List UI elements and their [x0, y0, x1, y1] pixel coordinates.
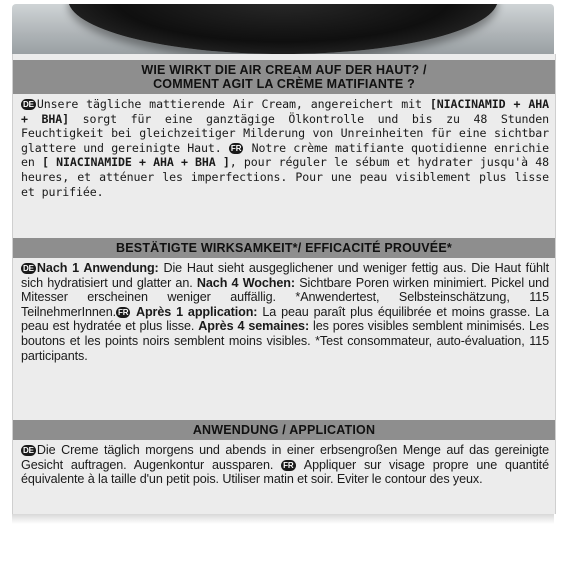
- section-header: [13, 60, 555, 94]
- fr-text: Appliquer sur visage propre une quantité équivalente à la taille d'un petit pois. Utiliser matin et soir. Eviter le contour des yeux.: [21, 457, 549, 487]
- de-text: Unsere tägliche mattierende Air Cream, angereichert mit: [36, 97, 430, 111]
- section-body: [13, 258, 555, 363]
- section-body: [13, 440, 555, 487]
- fr-flag-badge: FR: [230, 143, 242, 153]
- section-proven-efficacy: [13, 238, 555, 363]
- de-text: Die Haut sieht ausgeglichener und weniger fettig aus. Die Haut fühlt sich hydratisiert und glatter an.: [21, 261, 549, 290]
- header-line-2: COMMENT AGIT LA CRÈME MATIFIANTE ?: [153, 77, 415, 91]
- fr-text: Notre crème matifiante quotidienne enrichie en: [21, 140, 549, 170]
- fr-flag-badge: FR: [118, 307, 129, 317]
- de-flag-badge: DE: [23, 446, 34, 455]
- section-header: BESTÄTIGTE WIRKSAMKEIT*/ EFFICACITÉ PROUVÉE*: [13, 238, 555, 258]
- fr-flag-badge: FR: [283, 460, 294, 470]
- fr-text: les pores visibles semblent minimisés. Les boutons et les points noirs semblent moins visibles. *Test consommateur, auto-évaluation, 115 participants.: [21, 319, 549, 363]
- de-flag-badge: DE: [23, 264, 34, 273]
- section-how-it-works: [13, 60, 555, 199]
- fr-bold-label: Après 4 semaines:: [198, 319, 310, 334]
- de-bold-label: Nach 4 Wochen:: [196, 275, 295, 290]
- section-header: ANWENDUNG / APPLICATION: [13, 420, 555, 440]
- fr-text: , pour réguler le sébum et hydrater jusqu'à 48 heures, et atténuer les imperfections. Pour une peau visiblement plus lisse et purifiée.: [21, 155, 550, 199]
- product-label: [12, 54, 556, 514]
- fr-ingredients: [ NIACINAMIDE + AHA + BHA ]: [41, 155, 230, 170]
- fr-bold-label: Après 1 application:: [131, 304, 258, 319]
- de-ingredients: [NIACINAMID + AHA + BHA]: [21, 97, 549, 126]
- de-text: sorgt für eine ganztägige Ölkontrolle und bis zu 48 Stunden Feuchtigkeit bei gleichzeitiger Milderung von Unreinheiten für eine sichtbar glattere und gereinigte Haut.: [21, 111, 549, 155]
- jar-bottom-edge: [12, 514, 554, 524]
- de-text: Sichtbare Poren wirken minimiert. Pickel und Mitesser erscheinen weniger auffällig. *Anwendertest, Selbsteinschätzung, 115 TeilnehmerInnen.: [21, 275, 549, 319]
- section-body: [13, 94, 555, 199]
- de-bold-label: Nach 1 Anwendung:: [36, 261, 159, 275]
- de-text: Die Creme täglich morgens und abends in einer erbsengroßen Menge auf das gereinigte Gesicht auftragen. Augenkontur aussparen.: [21, 443, 549, 472]
- jar-lid: [68, 4, 498, 54]
- header-line-1: WIE WIRKT DIE AIR CREAM AUF DER HAUT? /: [141, 63, 427, 77]
- de-flag-badge: DE: [23, 100, 34, 109]
- section-application: [13, 420, 555, 487]
- fr-text: La peau paraît plus équilibrée et moins grasse. La peau est hydratée et plus lisse.: [21, 304, 549, 334]
- jar-lid-area: [12, 4, 554, 54]
